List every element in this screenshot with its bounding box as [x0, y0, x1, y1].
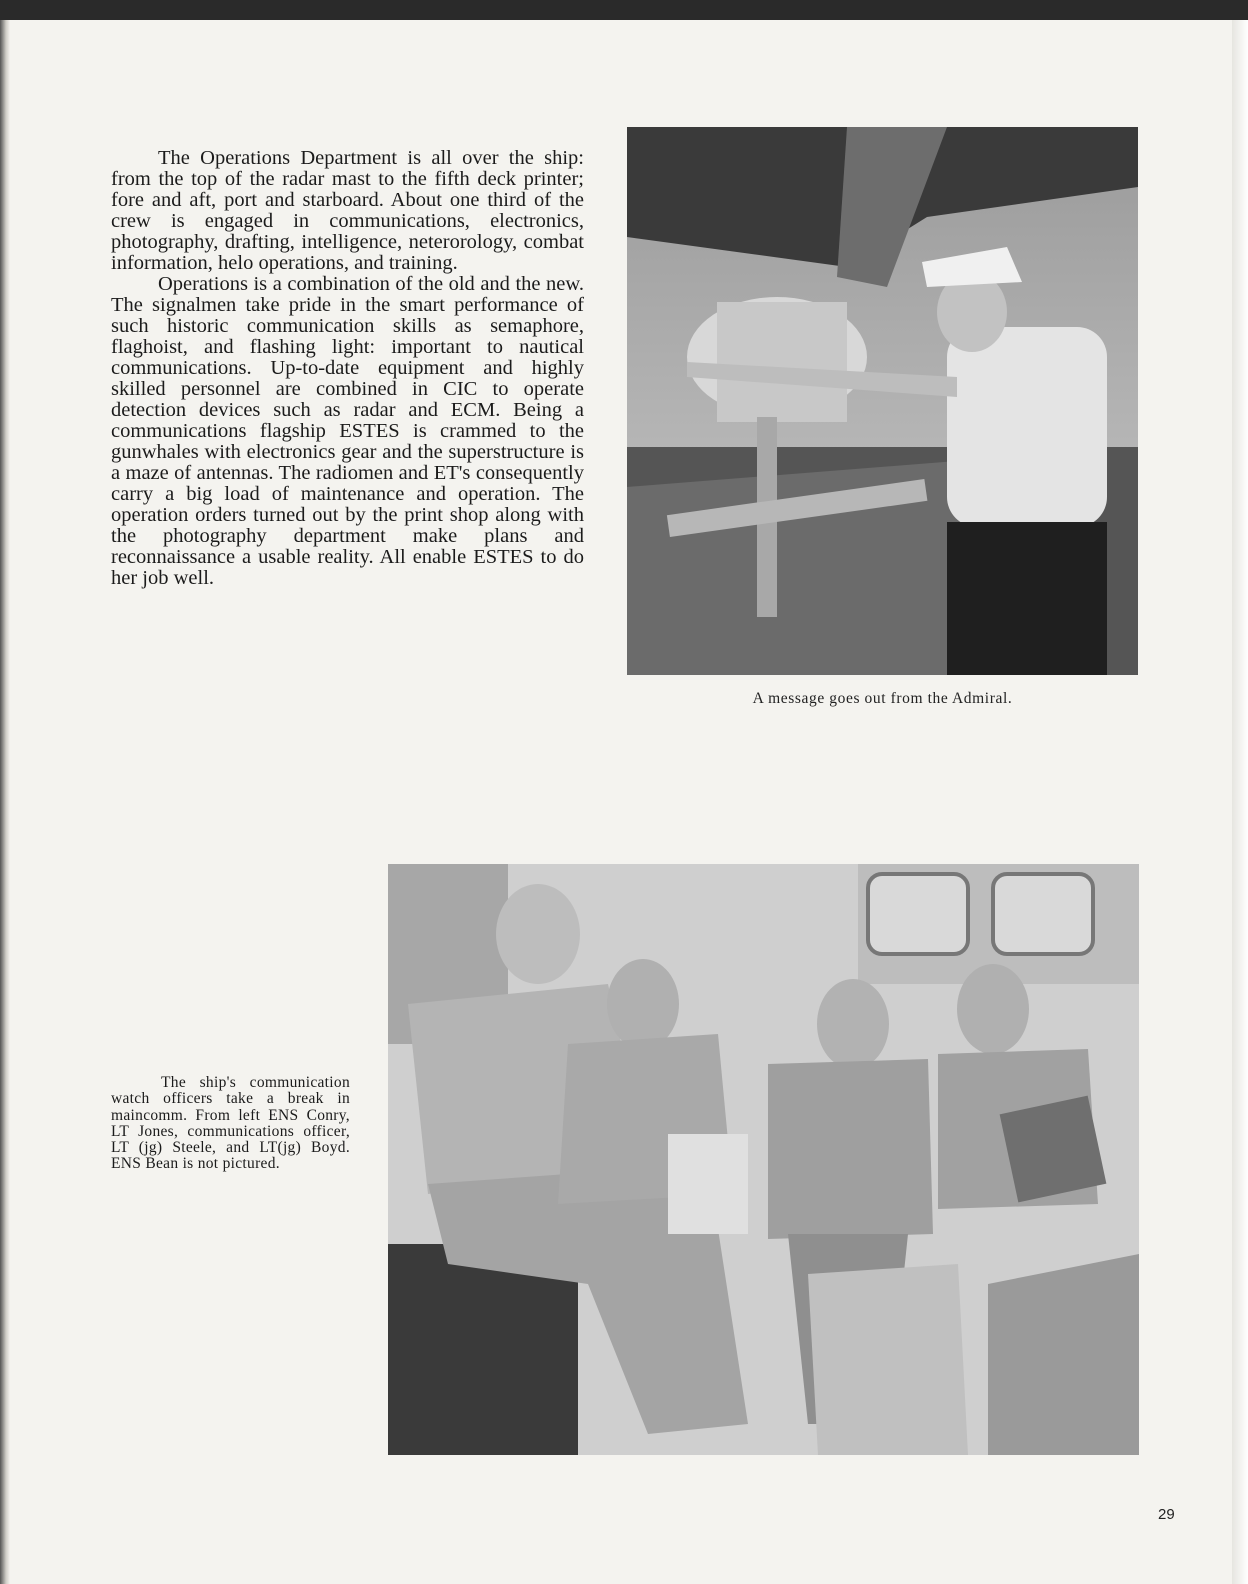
- signalman-photo: [627, 127, 1138, 675]
- article-body: [111, 148, 584, 589]
- page-number: 29: [1158, 1506, 1175, 1523]
- maincomm-officers-photo: [388, 864, 1139, 1455]
- signalman-photo-image: [627, 127, 1138, 675]
- bottom-photo-caption: The ship's communication watch officers take a break in maincomm. From left ENS Conry, LT Jones, communications officer, LT (jg) Steele, and LT(jg) Boyd. ENS Bean is not pictured.: [111, 1074, 350, 1173]
- top-photo-caption: A message goes out from the Admiral.: [752, 690, 1013, 707]
- article-paragraph-1: The Operations Department is all over the ship: from the top of the radar mast to the fifth deck printer; fore and aft, port and starboard. About one third of the crew is engaged in communications, electronics, photography, drafting, intelligence, neterorology, combat information, helo operations, and training.: [111, 147, 584, 274]
- book-spine-shadow: [0, 20, 10, 1584]
- article-paragraph-2: Operations is a combination of the old and the new. The signalmen take pride in the smart performance of such historic communication skills as semaphore, flaghoist, and flashing light: important to nautical communications. Up-to-date equipment and highly skilled personnel are combined in CIC to operate detection devices such as radar and ECM. Being a communications flagship ESTES is crammed to the gunwhales with electronics gear and the superstructure is a maze of antennas. The radiomen and ET's consequently carry a big load of maintenance and operation. The operation orders turned out by the print shop along with the photography department make plans and reconnaissance a usable reality. All enable ESTES to do her job well.: [111, 273, 584, 589]
- page-edge: [1232, 20, 1248, 1584]
- maincomm-officers-photo-image: [388, 864, 1139, 1455]
